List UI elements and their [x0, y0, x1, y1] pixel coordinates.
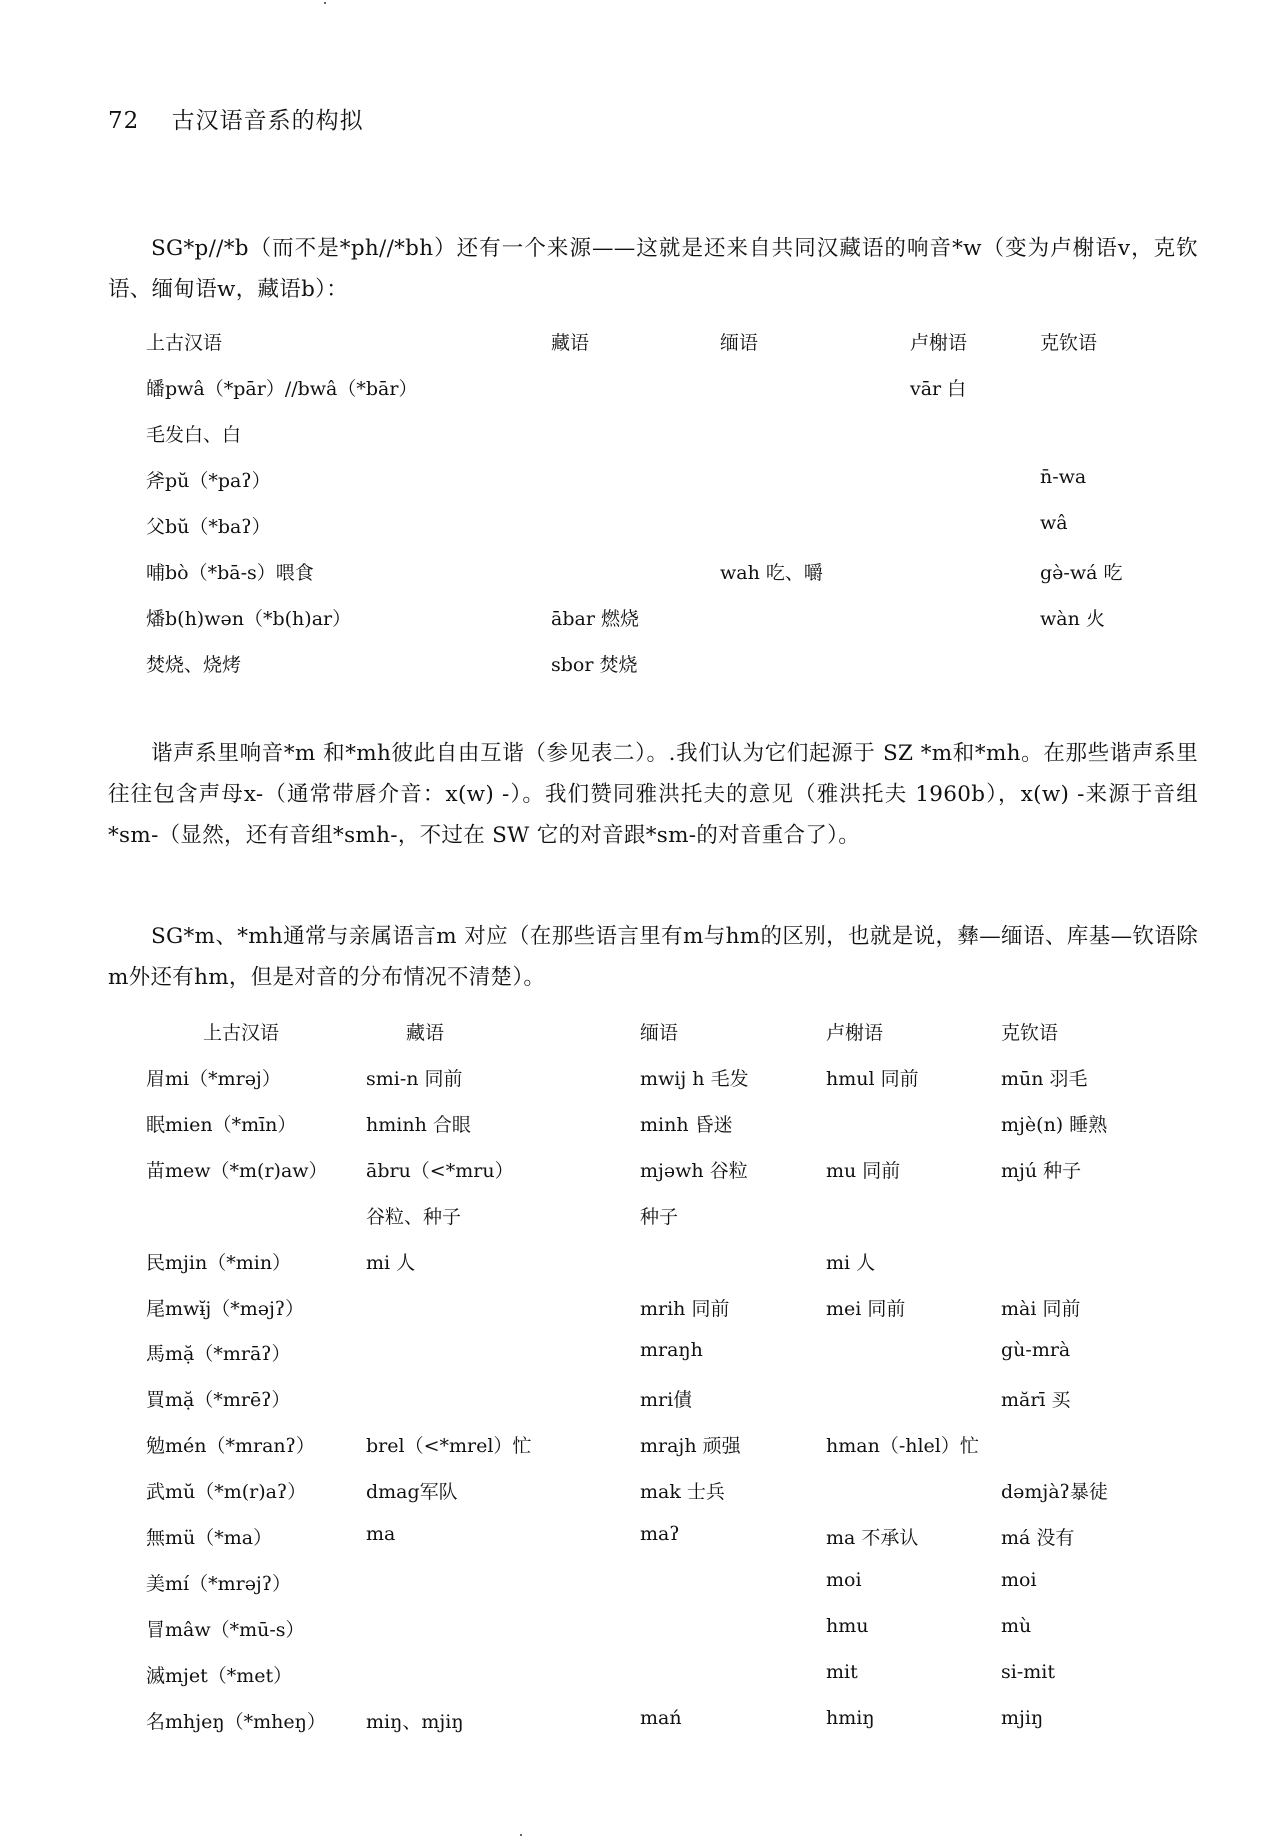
table-cell: mjú 种子: [1001, 1159, 1082, 1182]
table-cell: miŋ、mjiŋ: [366, 1710, 464, 1733]
scan-speck: [520, 1834, 522, 1836]
table-cell: 冒mâw（*mū-s）: [146, 1618, 305, 1641]
table-cell: 眉mi（*mrəj）: [146, 1068, 281, 1090]
table-cell: 燔b(h)wən（*b(h)ar）: [146, 608, 352, 630]
column-header: 缅语: [640, 1022, 679, 1044]
table-cell: smi-n 同前: [366, 1068, 463, 1090]
table-cell: mei 同前: [826, 1297, 906, 1320]
table-cell: 眠mien（*mīn）: [146, 1113, 297, 1136]
table-cell: sbor 焚烧: [551, 654, 638, 676]
table-cell: hmul 同前: [826, 1068, 919, 1090]
table-cell: mak 士兵: [640, 1481, 725, 1504]
table-cell: mi 人: [366, 1251, 416, 1274]
table-cell: hmiŋ: [826, 1706, 875, 1729]
table-cell: gə̀-wá 吃: [1040, 562, 1123, 584]
table-cell: 斧pŭ（*paʔ）: [146, 470, 271, 492]
table-cell: mūn 羽毛: [1001, 1068, 1088, 1090]
column-header: 缅语: [720, 332, 759, 354]
table-cell: 勉mén（*mranʔ）: [146, 1435, 315, 1458]
table-cell: dmag军队: [366, 1481, 458, 1504]
column-header: 上古汉语: [146, 332, 223, 354]
table-cell: wâ: [1040, 512, 1068, 534]
table-cell: dəmjàʔ暴徒: [1001, 1481, 1108, 1504]
table-cell: mi 人: [826, 1251, 876, 1274]
scan-speck: [324, 2, 326, 4]
paragraph-2: 谐声系里响音*m 和*mh彼此自由互谐（参见表二）。.我们认为它们起源于 SZ *m和*mh。在那些谐声系里往往包含声母x-（通常带唇介音：x(w) -）。我们赞同雅洪托夫的意见（雅洪托夫 1960b），x(w) -来源于音组*sm-（显然，还有音组*smh-，不过在 SW 它的对音跟*sm-的对音重合了）。: [108, 741, 1198, 848]
column-header: 卢榭语: [910, 332, 968, 354]
table-cell: ma: [366, 1523, 396, 1545]
table-cell: 苗mew（*m(r)aw）: [146, 1159, 328, 1182]
table-cell: mraŋh: [640, 1339, 703, 1362]
table-cell: wah 吃、嚼: [720, 562, 823, 584]
paragraph-3: SG*m、*mh通常与亲属语言m 对应（在那些语言里有m与hm的区别，也就是说，彝—缅语、库基—钦语除m外还有hm，但是对音的分布情况不清楚）。: [108, 924, 1198, 990]
running-header: [108, 102, 364, 135]
table-cell: 种子: [640, 1205, 679, 1228]
table-cell: ābar 燃烧: [551, 608, 639, 630]
paragraph-1: SG*p//*b（而不是*ph//*bh）还有一个来源——这就是还来自共同汉藏语的响音*w（变为卢榭语v，克钦语、缅甸语w，藏语b）：: [108, 236, 1198, 302]
column-header: 藏语: [406, 1022, 445, 1044]
table-cell: hminh 合眼: [366, 1113, 471, 1136]
column-header: 卢榭语: [826, 1022, 884, 1044]
table-cell: 焚烧、烧烤: [146, 654, 242, 676]
column-header: 上古汉语: [203, 1022, 280, 1044]
table-cell: mrih 同前: [640, 1297, 730, 1320]
table-cell: 父bŭ（*baʔ）: [146, 516, 271, 538]
table-cell: mrajh 顽强: [640, 1435, 741, 1458]
table-cell: 買mặ（*mrēʔ）: [146, 1389, 291, 1412]
table-cell: minh 昏迷: [640, 1113, 733, 1136]
table-cell: brel（<*mrel）忙: [366, 1435, 532, 1458]
table-cell: si-mit: [1001, 1660, 1055, 1683]
table-cell: 哺bò（*bā-s）喂食: [146, 562, 314, 584]
table-cell: moi: [826, 1568, 862, 1591]
table-cell: n̄-wa: [1040, 466, 1087, 488]
table-cell: ma 不承认: [826, 1527, 919, 1549]
table-cell: mjè(n) 睡熟: [1001, 1113, 1108, 1136]
table-cell: mit: [826, 1660, 858, 1683]
table-cell: mu 同前: [826, 1159, 901, 1182]
book-title: 古汉语音系的构拟: [171, 108, 364, 134]
table-cell: mwij h 毛发: [640, 1068, 749, 1090]
column-header: 克钦语: [1001, 1022, 1059, 1044]
table-cell: ābru（<*mru）: [366, 1159, 514, 1182]
table-cell: 毛发白、白: [146, 424, 242, 446]
table-cell: 武mŭ（*m(r)aʔ）: [146, 1481, 307, 1504]
table-cell: 谷粒、种子: [366, 1205, 462, 1228]
table-cell: 尾mwɨ̆j（*məjʔ）: [146, 1297, 305, 1320]
table-cell: mri債: [640, 1389, 693, 1412]
table-cell: má 没有: [1001, 1527, 1075, 1549]
table-cell: wàn 火: [1040, 608, 1105, 630]
table-cell: mărī 买: [1001, 1389, 1071, 1412]
table-cell: 馬mặ（*mrāʔ）: [146, 1343, 291, 1366]
table-cell: 美mí（*mrəjʔ）: [146, 1572, 292, 1595]
table-cell: vār 白: [910, 378, 967, 400]
table-cell: hman（-hlel）忙: [826, 1435, 979, 1458]
table-cell: 名mhjeŋ（*mheŋ）: [146, 1710, 326, 1733]
table-cell: maʔ: [640, 1523, 680, 1545]
table-cell: 無mü（*ma）: [146, 1527, 273, 1549]
table-cell: mài 同前: [1001, 1297, 1081, 1320]
table-cell: 皤pwâ（*pār）//bwâ（*bār）: [146, 378, 418, 400]
column-header: 藏语: [551, 332, 590, 354]
table-cell: 民mjin（*min）: [146, 1251, 292, 1274]
table-cell: mjəwh 谷粒: [640, 1159, 748, 1182]
page-number: 72: [108, 108, 140, 134]
table-cell: 滅mjet（*met）: [146, 1664, 293, 1687]
table-cell: mù: [1001, 1614, 1032, 1637]
table-cell: hmu: [826, 1614, 869, 1637]
table-cell: moi: [1001, 1568, 1037, 1591]
table-cell: gù-mrà: [1001, 1339, 1071, 1362]
table-cell: mań: [640, 1706, 682, 1729]
table-cell: mjiŋ: [1001, 1706, 1044, 1729]
column-header: 克钦语: [1040, 332, 1098, 354]
